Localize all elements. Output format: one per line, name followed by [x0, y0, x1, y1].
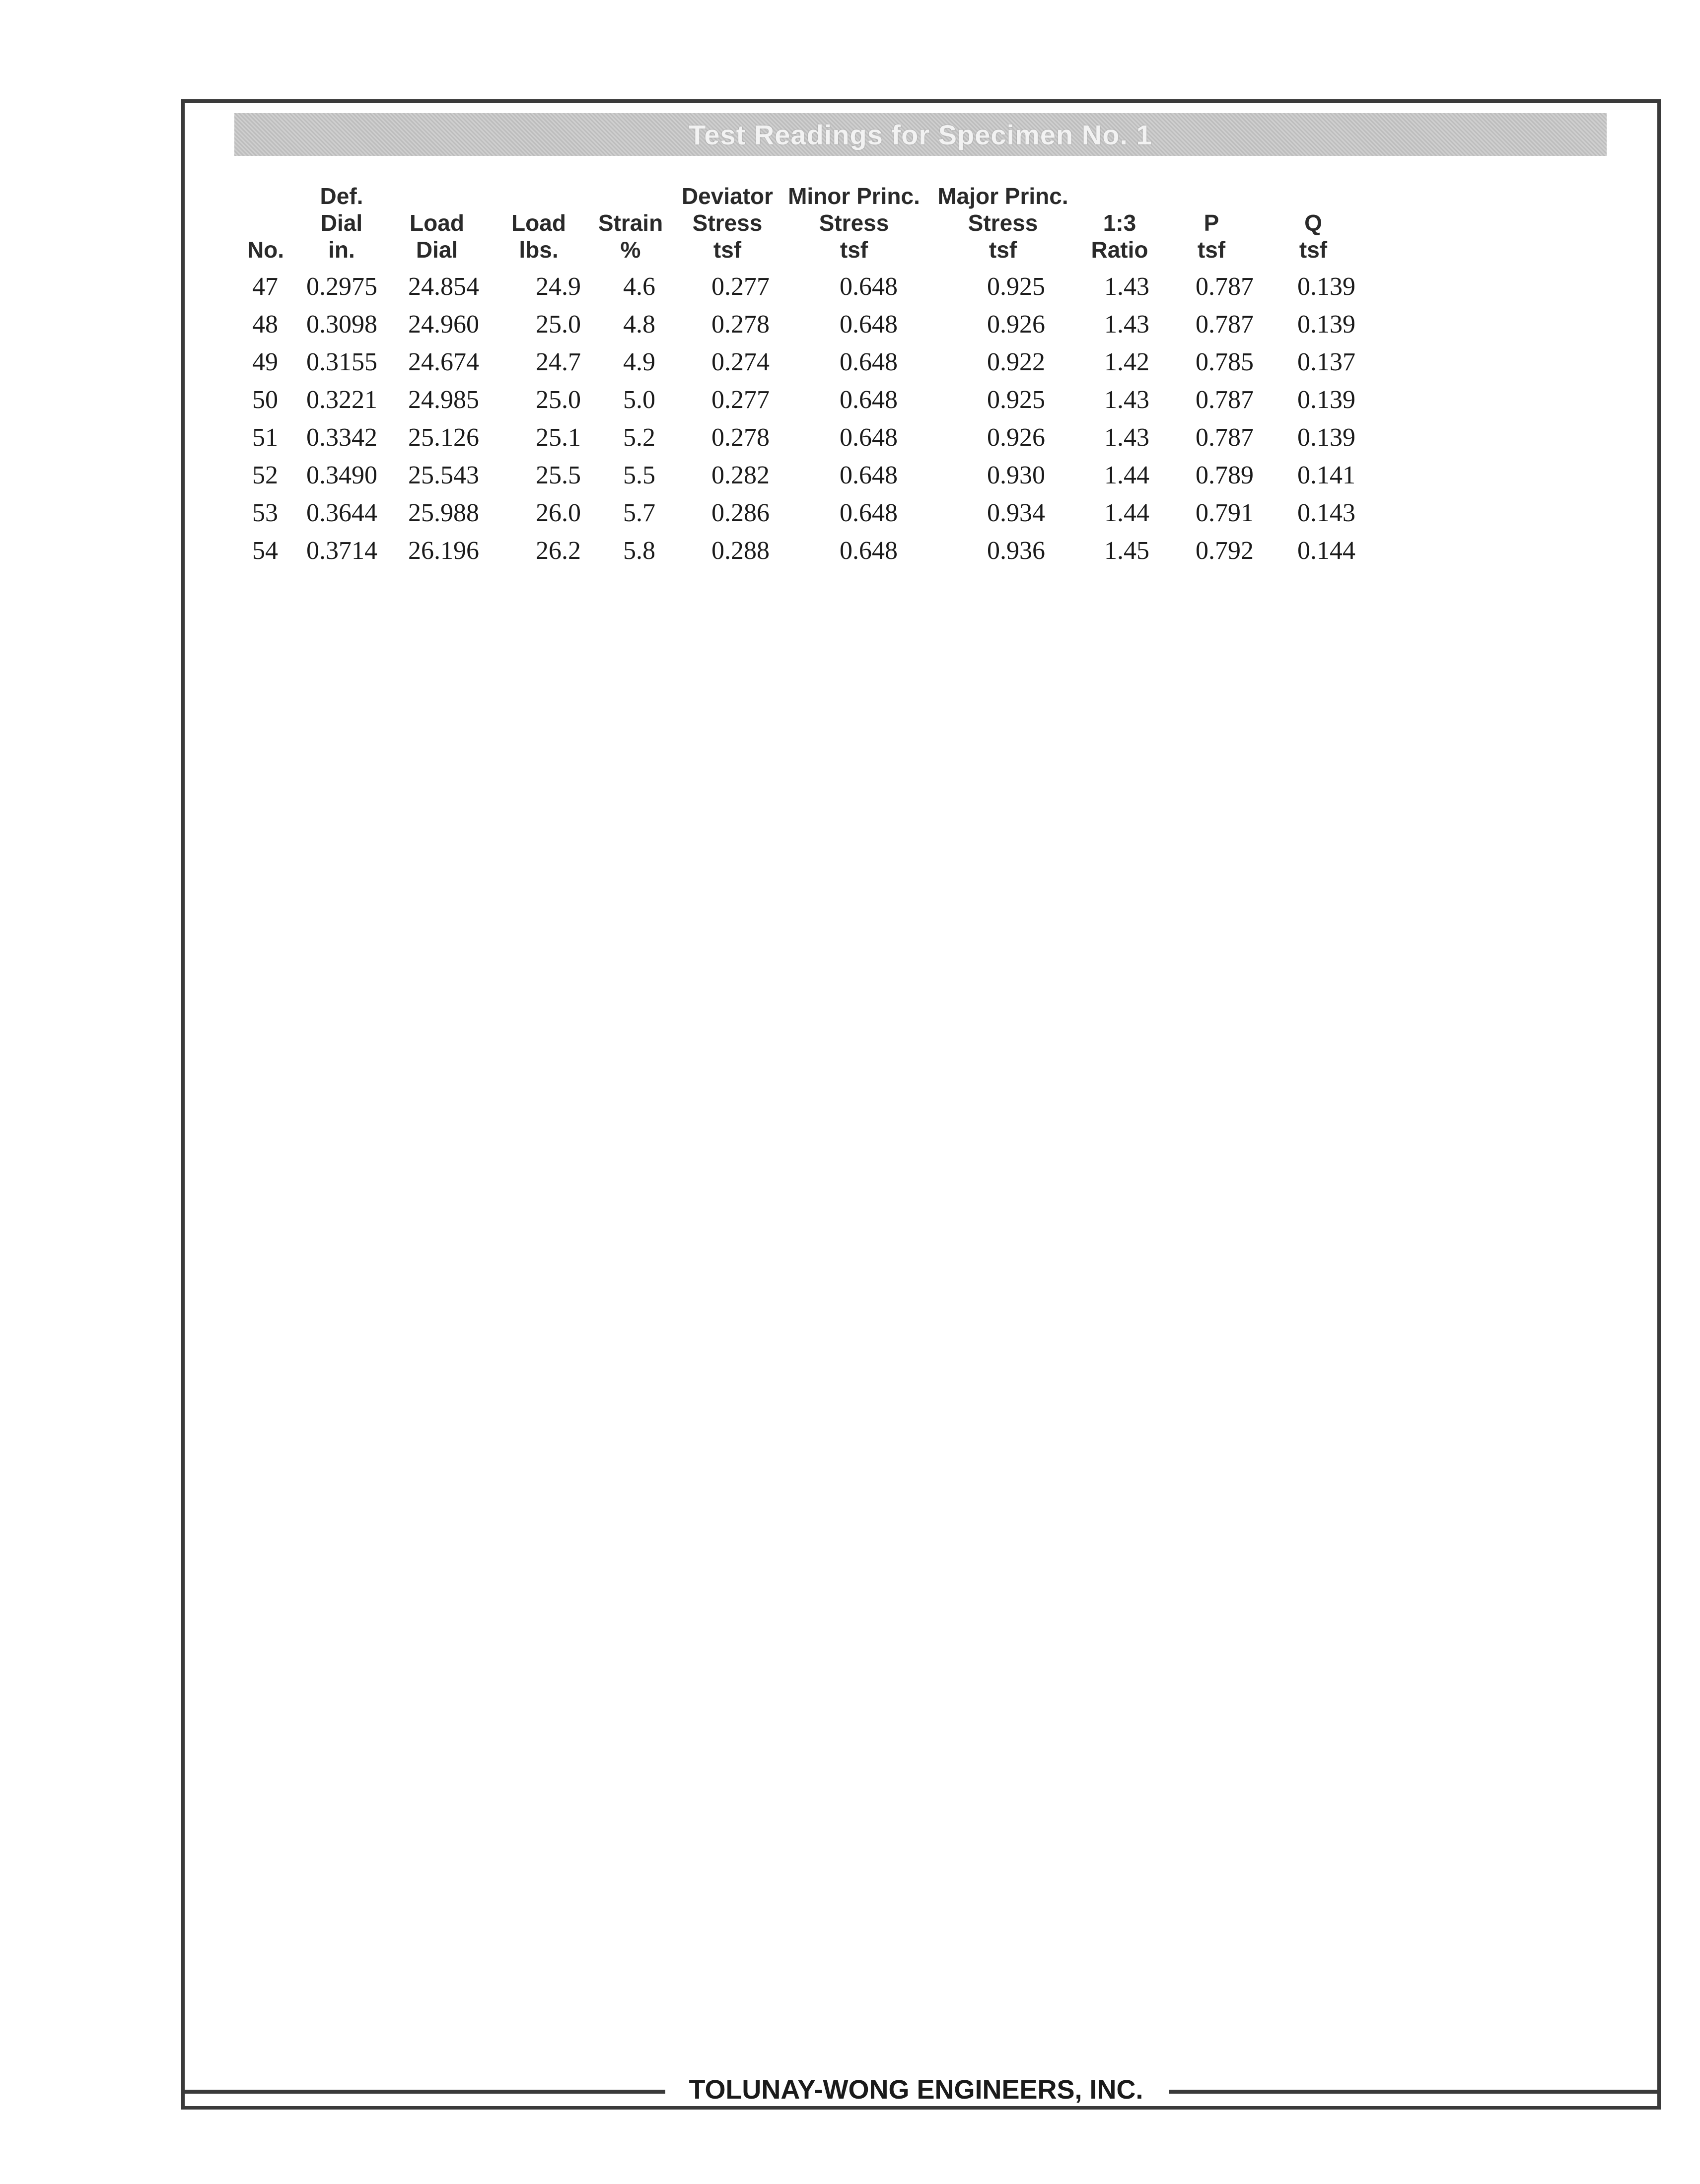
table-cell: 26.2	[536, 537, 581, 565]
column-header	[775, 183, 933, 263]
table-cell: 0.3155	[306, 348, 377, 376]
column-header-line: Ratio	[1091, 237, 1148, 263]
table-cell: 0.143	[1297, 499, 1355, 527]
table-cell: 47	[252, 273, 278, 301]
column-header	[1177, 209, 1246, 263]
column-header	[236, 236, 295, 263]
table-cell: 0.922	[987, 348, 1045, 376]
column-header-line: %	[620, 237, 641, 263]
table-cell: 24.985	[408, 386, 479, 414]
table-cell: 0.925	[987, 273, 1045, 301]
table-cell: 4.6	[623, 273, 655, 301]
table-row	[0, 419, 1700, 457]
table-cell: 0.139	[1297, 310, 1355, 339]
table-cell: 0.648	[840, 537, 898, 565]
table-cell: 1.43	[1104, 386, 1149, 414]
table-cell: 1.42	[1104, 348, 1149, 376]
column-header-line: Minor Princ.	[788, 183, 920, 209]
column-header	[923, 183, 1082, 263]
table-cell: 0.286	[711, 499, 770, 527]
column-header	[668, 183, 787, 263]
table-cell: 53	[252, 499, 278, 527]
table-cell: 5.2	[623, 423, 655, 452]
table-cell: 0.934	[987, 499, 1045, 527]
column-header-line: Stress	[819, 210, 889, 236]
table-cell: 25.1	[536, 423, 581, 452]
table-cell: 0.787	[1196, 423, 1254, 452]
table-cell: 5.7	[623, 499, 655, 527]
table-cell: 0.3221	[306, 386, 377, 414]
table-header	[0, 174, 1700, 263]
table-cell: 51	[252, 423, 278, 452]
column-header-line: tsf	[989, 237, 1017, 263]
table-cell: 0.277	[711, 386, 770, 414]
table-cell: 0.2975	[306, 273, 377, 301]
table-row	[0, 532, 1700, 570]
table-row	[0, 306, 1700, 343]
column-header-line: Def.	[320, 183, 363, 209]
table-cell: 26.196	[408, 537, 479, 565]
column-header	[1075, 209, 1164, 263]
table-cell: 0.137	[1297, 348, 1355, 376]
column-header-line: tsf	[713, 237, 742, 263]
column-header	[499, 209, 578, 263]
column-header	[392, 209, 482, 263]
column-header-line: No.	[247, 237, 284, 263]
table-cell: 1.43	[1104, 423, 1149, 452]
table-cell: 0.139	[1297, 273, 1355, 301]
column-header-line: Deviator	[681, 183, 774, 209]
table-cell: 0.277	[711, 273, 770, 301]
table-cell: 0.792	[1196, 537, 1254, 565]
company-name: TOLUNAY-WONG ENGINEERS, INC.	[689, 2075, 1143, 2105]
table-cell: 4.8	[623, 310, 655, 339]
table-cell: 0.141	[1297, 461, 1355, 489]
table-cell: 0.787	[1196, 273, 1254, 301]
table-cell: 0.648	[840, 348, 898, 376]
table-cell: 0.789	[1196, 461, 1254, 489]
table-cell: 0.648	[840, 461, 898, 489]
table-cell: 0.648	[840, 386, 898, 414]
column-header-line: P	[1204, 210, 1219, 236]
table-cell: 0.926	[987, 310, 1045, 339]
table-cell: 24.854	[408, 273, 479, 301]
table-cell: 0.787	[1196, 310, 1254, 339]
column-header-line: Major Princ.	[937, 183, 1068, 209]
table-cell: 25.0	[536, 310, 581, 339]
table-cell: 4.9	[623, 348, 655, 376]
column-header-line: tsf	[1299, 237, 1328, 263]
table-cell: 0.139	[1297, 423, 1355, 452]
column-header	[588, 209, 673, 263]
table-cell: 25.5	[536, 461, 581, 489]
footer-line-right	[1169, 2090, 1657, 2094]
table-cell: 50	[252, 386, 278, 414]
table-cell: 0.3490	[306, 461, 377, 489]
table-cell: 24.960	[408, 310, 479, 339]
table-cell: 0.936	[987, 537, 1045, 565]
table-cell: 0.648	[840, 310, 898, 339]
table-cell: 0.3342	[306, 423, 377, 452]
table-cell: 5.8	[623, 537, 655, 565]
column-header-line: Q	[1304, 210, 1322, 236]
table-cell: 0.278	[711, 310, 770, 339]
readings-table	[0, 268, 1700, 570]
column-header-line: in.	[328, 237, 355, 263]
column-header-line: tsf	[840, 237, 868, 263]
table-cell: 25.543	[408, 461, 479, 489]
table-cell: 49	[252, 348, 278, 376]
column-header	[302, 183, 381, 263]
table-cell: 0.787	[1196, 386, 1254, 414]
table-cell: 5.5	[623, 461, 655, 489]
table-cell: 0.274	[711, 348, 770, 376]
table-cell: 1.45	[1104, 537, 1149, 565]
table-cell: 0.930	[987, 461, 1045, 489]
table-row	[0, 494, 1700, 532]
column-header-line: lbs.	[519, 237, 559, 263]
table-row	[0, 381, 1700, 419]
table-cell: 0.282	[711, 461, 770, 489]
table-cell: 0.791	[1196, 499, 1254, 527]
column-header-line: 1:3	[1103, 210, 1136, 236]
table-cell: 25.988	[408, 499, 479, 527]
column-header-line: Load	[511, 210, 566, 236]
table-cell: 24.9	[536, 273, 581, 301]
table-cell: 1.43	[1104, 310, 1149, 339]
footer-line-left	[185, 2090, 665, 2094]
table-cell: 1.44	[1104, 461, 1149, 489]
table-cell: 0.278	[711, 423, 770, 452]
table-cell: 52	[252, 461, 278, 489]
title-bar	[234, 113, 1607, 156]
table-row	[0, 343, 1700, 381]
column-header-line: Load	[410, 210, 464, 236]
table-cell: 0.785	[1196, 348, 1254, 376]
table-cell: 0.925	[987, 386, 1045, 414]
table-cell: 0.926	[987, 423, 1045, 452]
table-cell: 0.648	[840, 273, 898, 301]
table-cell: 25.126	[408, 423, 479, 452]
table-cell: 24.7	[536, 348, 581, 376]
table-cell: 0.3098	[306, 310, 377, 339]
column-header	[1278, 209, 1348, 263]
table-cell: 0.3644	[306, 499, 377, 527]
table-cell: 48	[252, 310, 278, 339]
page-title: Test Readings for Specimen No. 1	[689, 119, 1152, 150]
table-cell: 24.674	[408, 348, 479, 376]
table-row	[0, 268, 1700, 306]
column-header-line: Stress	[968, 210, 1038, 236]
table-cell: 1.43	[1104, 273, 1149, 301]
table-cell: 1.44	[1104, 499, 1149, 527]
table-row	[0, 457, 1700, 494]
table-cell: 26.0	[536, 499, 581, 527]
column-header-line: Strain	[598, 210, 663, 236]
table-cell: 0.288	[711, 537, 770, 565]
column-header-line: Dial	[416, 237, 458, 263]
column-header-line: Dial	[320, 210, 363, 236]
table-cell: 0.648	[840, 423, 898, 452]
table-cell: 0.144	[1297, 537, 1355, 565]
table-cell: 5.0	[623, 386, 655, 414]
table-cell: 54	[252, 537, 278, 565]
column-header-line: Stress	[692, 210, 763, 236]
table-cell: 0.139	[1297, 386, 1355, 414]
table-cell: 25.0	[536, 386, 581, 414]
table-cell: 0.3714	[306, 537, 377, 565]
column-header-line: tsf	[1197, 237, 1226, 263]
table-cell: 0.648	[840, 499, 898, 527]
